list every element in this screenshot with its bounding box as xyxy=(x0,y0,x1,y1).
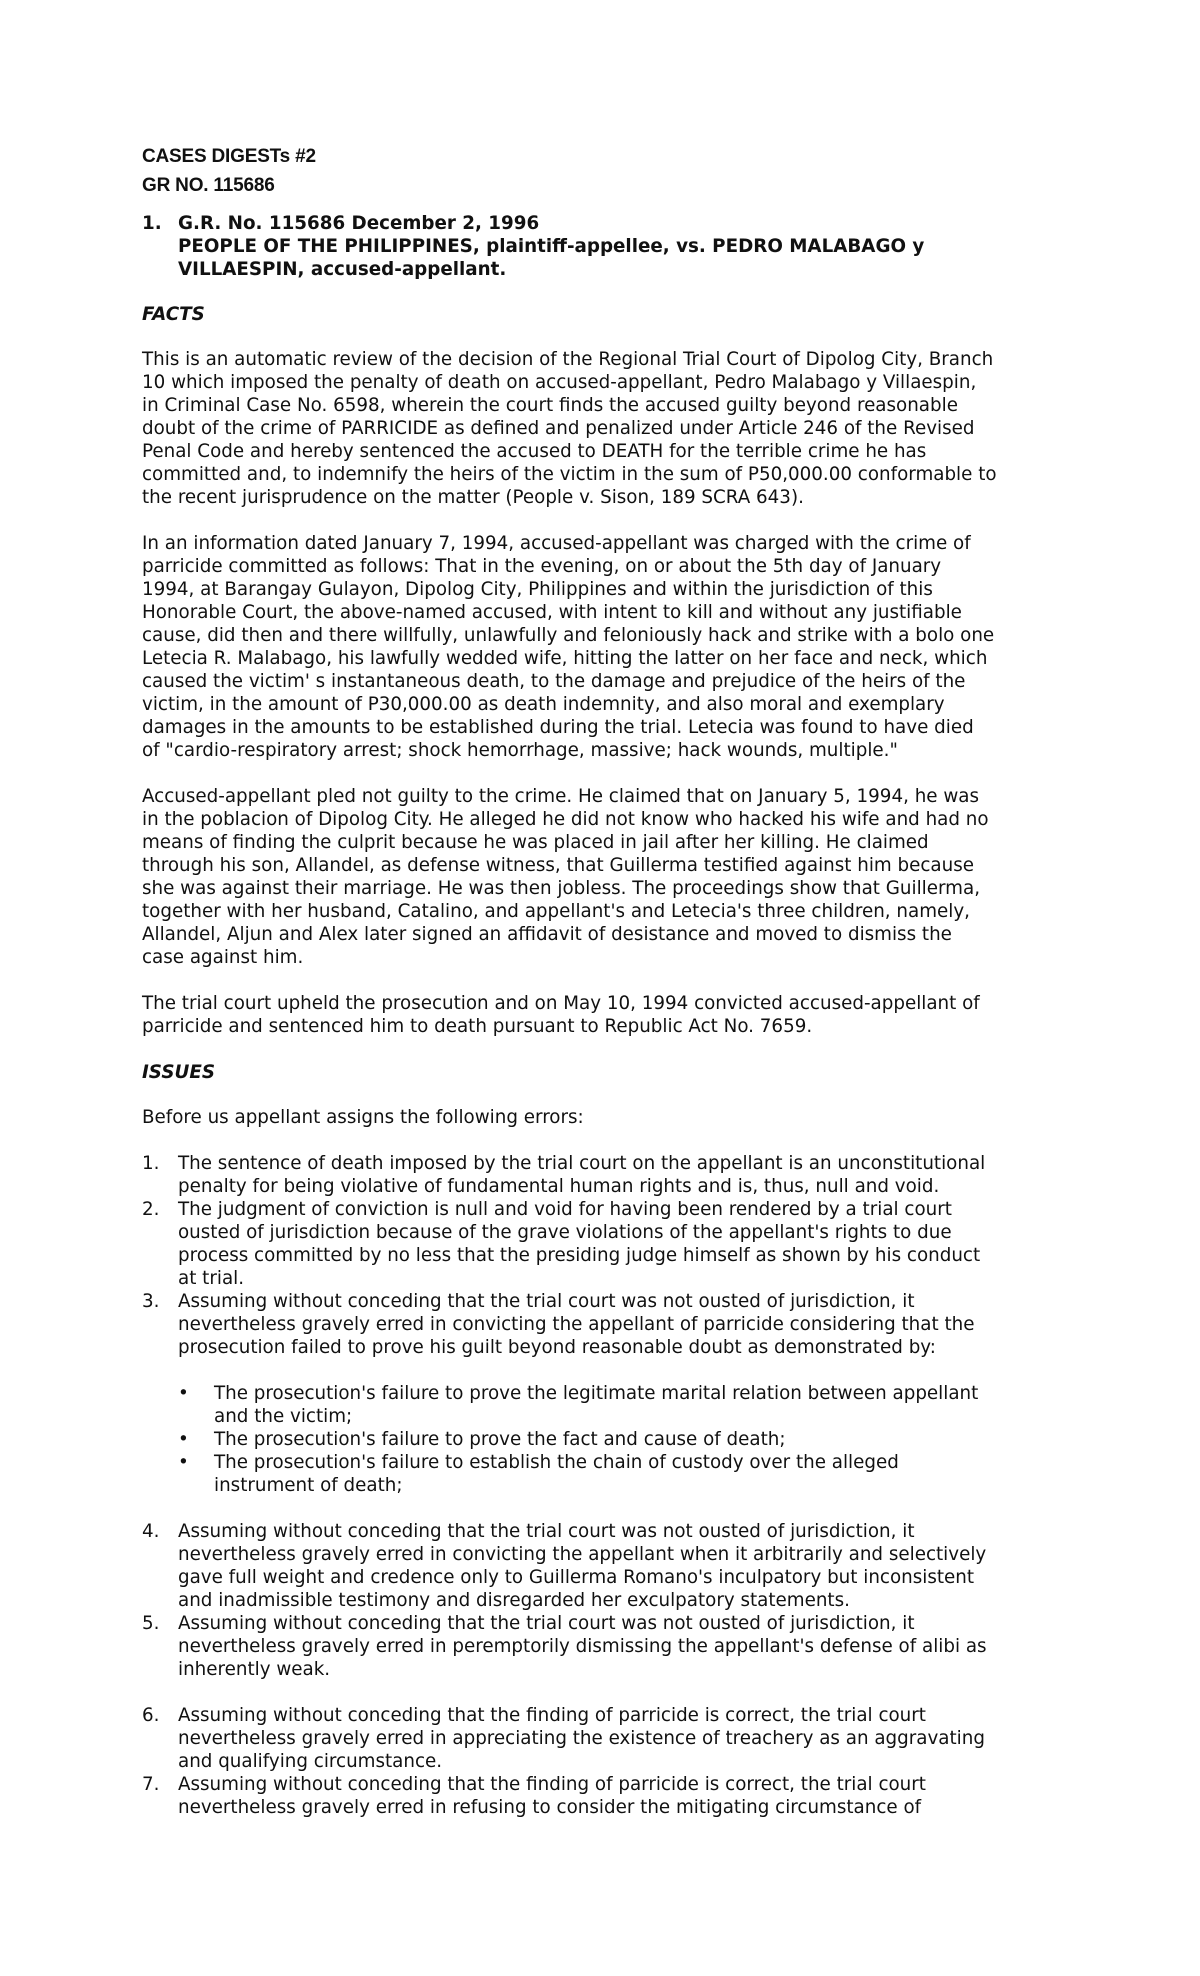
bullet-icon: • xyxy=(178,1429,189,1450)
text-line: committed and, to indemnify the heirs of the victim in the sum of P50,000.00 conformable to xyxy=(142,464,997,485)
text-line: Letecia R. Malabago, his lawfully wedded wife, hitting the latter on her face and neck, which xyxy=(142,648,988,669)
bullet-item xyxy=(178,1451,1082,1497)
text-line: nevertheless gravely erred in convicting the appellant of parricide considering that the xyxy=(178,1314,975,1335)
text-line: Accused-appellant pled not guilty to the crime. He claimed that on January 5, 1994, he was xyxy=(142,786,980,807)
text-line: Assuming without conceding that the trial court was not ousted of jurisdiction, it xyxy=(178,1613,915,1634)
assigned-errors-list xyxy=(142,1152,1082,1359)
text-line: the recent jurisprudence on the matter (People v. Sison, 189 SCRA 643). xyxy=(142,487,804,508)
text-line: and the victim; xyxy=(214,1406,353,1427)
text-line: and qualifying circumstance. xyxy=(178,1751,443,1772)
error-number: 3. xyxy=(142,1291,160,1312)
facts-section xyxy=(142,348,1082,1038)
text-line: of "cardio-respiratory arrest; shock hemorrhage, massive; hack wounds, multiple." xyxy=(142,740,898,761)
text-line: she was against their marriage. He was then jobless. The proceedings show that Guillerma, xyxy=(142,878,981,899)
issues-intro: Before us appellant assigns the following errors: xyxy=(142,1107,584,1128)
text-line: victim, in the amount of P30,000.00 as death indemnity, and also moral and exemplary xyxy=(142,694,945,715)
text-line: inherently weak. xyxy=(178,1659,331,1680)
error-number: 2. xyxy=(142,1199,160,1220)
text-line: together with her husband, Catalino, and appellant's and Letecia's three children, namely, xyxy=(142,901,970,922)
text-line: nevertheless gravely erred in peremptorily dismissing the appellant's defense of alibi as xyxy=(178,1636,987,1657)
case-caption-line: PEOPLE OF THE PHILIPPINES, plaintiff-appellee, vs. PEDRO MALABAGO y xyxy=(178,236,925,257)
facts-paragraph xyxy=(142,348,1082,509)
header-title: CASES DIGESTs #2 xyxy=(142,146,316,167)
bullet-icon: • xyxy=(178,1383,189,1404)
evidence-failures-list xyxy=(178,1382,1082,1497)
text-line: means of finding the culprit because he was placed in jail after her killing. He claimed xyxy=(142,832,929,853)
text-line: prosecution failed to prove his guilt beyond reasonable doubt as demonstrated by: xyxy=(178,1337,936,1358)
text-line: process committed by no less that the presiding judge himself as shown by his conduct xyxy=(178,1245,981,1266)
issues-heading: ISSUES xyxy=(142,1062,215,1083)
text-line: Assuming without conceding that the trial court was not ousted of jurisdiction, it xyxy=(178,1291,915,1312)
text-line: The prosecution's failure to prove the fact and cause of death; xyxy=(214,1429,786,1450)
error-item xyxy=(142,1704,1082,1773)
text-line: The judgment of conviction is null and void for having been rendered by a trial court xyxy=(178,1199,952,1220)
facts-paragraph xyxy=(142,785,1082,969)
facts-paragraph xyxy=(142,992,1082,1038)
text-line: case against him. xyxy=(142,947,304,968)
document-header xyxy=(142,142,1082,200)
error-item xyxy=(142,1198,1082,1290)
text-line: gave full weight and credence only to Guillerma Romano's inculpatory but inconsistent xyxy=(178,1567,975,1588)
assigned-errors-list-continued xyxy=(142,1520,1082,1681)
text-line: The prosecution's failure to prove the legitimate marital relation between appellant xyxy=(214,1383,979,1404)
text-line: ousted of jurisdiction because of the grave violations of the appellant's rights to due xyxy=(178,1222,952,1243)
error-number: 4. xyxy=(142,1521,160,1542)
error-number: 6. xyxy=(142,1705,160,1726)
error-item xyxy=(142,1773,1082,1819)
text-line: 10 which imposed the penalty of death on accused-appellant, Pedro Malabago y Villaespin, xyxy=(142,372,977,393)
case-caption-line: VILLAESPIN, accused-appellant. xyxy=(178,259,507,280)
error-item xyxy=(142,1152,1082,1198)
case-number: 1. xyxy=(142,213,162,234)
text-line: In an information dated January 7, 1994, accused-appellant was charged with the crime of xyxy=(142,533,971,554)
text-line: in the poblacion of Dipolog City. He alleged he did not know who hacked his wife and had no xyxy=(142,809,989,830)
text-line: instrument of death; xyxy=(214,1475,403,1496)
text-line: and inadmissible testimony and disregarded her exculpatory statements. xyxy=(178,1590,850,1611)
error-item xyxy=(142,1290,1082,1359)
text-line: Assuming without conceding that the finding of parricide is correct, the trial court xyxy=(178,1705,926,1726)
text-line: nevertheless gravely erred in convicting the appellant when it arbitrarily and selectively xyxy=(178,1544,987,1565)
error-number: 7. xyxy=(142,1774,160,1795)
header-gr-number: GR NO. 115686 xyxy=(142,175,275,196)
bullet-icon: • xyxy=(178,1452,189,1473)
facts-heading: FACTS xyxy=(142,304,205,325)
text-line: Assuming without conceding that the trial court was not ousted of jurisdiction, it xyxy=(178,1521,915,1542)
error-number: 1. xyxy=(142,1153,160,1174)
text-line: through his son, Allandel, as defense witness, that Guillerma testified against him because xyxy=(142,855,974,876)
document-body xyxy=(142,142,1082,1819)
text-line: damages in the amounts to be established during the trial. Letecia was found to have died xyxy=(142,717,974,738)
text-line: The trial court upheld the prosecution and on May 10, 1994 convicted accused-appellant of xyxy=(142,993,980,1014)
facts-paragraph xyxy=(142,532,1082,762)
text-line: parricide and sentenced him to death pursuant to Republic Act No. 7659. xyxy=(142,1016,813,1037)
text-line: Assuming without conceding that the finding of parricide is correct, the trial court xyxy=(178,1774,926,1795)
text-line: The sentence of death imposed by the trial court on the appellant is an unconstitutional xyxy=(178,1153,986,1174)
error-number: 5. xyxy=(142,1613,160,1634)
spacer xyxy=(142,1681,1082,1704)
text-line: nevertheless gravely erred in appreciating the existence of treachery as an aggravating xyxy=(178,1728,985,1749)
text-line: doubt of the crime of PARRICIDE as defined and penalized under Article 246 of the Revised xyxy=(142,418,975,439)
text-line: Honorable Court, the above-named accused, with intent to kill and without any justifiable xyxy=(142,602,962,623)
text-line: in Criminal Case No. 6598, wherein the court finds the accused guilty beyond reasonable xyxy=(142,395,958,416)
text-line: penalty for being violative of fundamental human rights and is, thus, null and void. xyxy=(178,1176,940,1197)
case-caption xyxy=(142,212,1082,281)
assigned-errors-list-final xyxy=(142,1704,1082,1819)
text-line: at trial. xyxy=(178,1268,245,1289)
bullet-item xyxy=(178,1428,1082,1451)
error-item xyxy=(142,1612,1082,1681)
text-line: This is an automatic review of the decision of the Regional Trial Court of Dipolog City, Branch xyxy=(142,349,994,370)
case-caption-line: G.R. No. 115686 December 2, 1996 xyxy=(178,213,540,234)
text-line: caused the victim' s instantaneous death, to the damage and prejudice of the heirs of the xyxy=(142,671,966,692)
text-line: Penal Code and hereby sentenced the accused to DEATH for the terrible crime he has xyxy=(142,441,927,462)
bullet-item xyxy=(178,1382,1082,1428)
text-line: nevertheless gravely erred in refusing to consider the mitigating circumstance of xyxy=(178,1797,922,1818)
text-line: The prosecution's failure to establish the chain of custody over the alleged xyxy=(214,1452,899,1473)
error-item xyxy=(142,1520,1082,1612)
text-line: parricide committed as follows: That in the evening, on or about the 5th day of January xyxy=(142,556,942,577)
text-line: Allandel, Aljun and Alex later signed an affidavit of desistance and moved to dismiss the xyxy=(142,924,952,945)
text-line: 1994, at Barangay Gulayon, Dipolog City, Philippines and within the jurisdiction of this xyxy=(142,579,933,600)
text-line: cause, did then and there willfully, unlawfully and feloniously hack and strike with a bolo one xyxy=(142,625,995,646)
